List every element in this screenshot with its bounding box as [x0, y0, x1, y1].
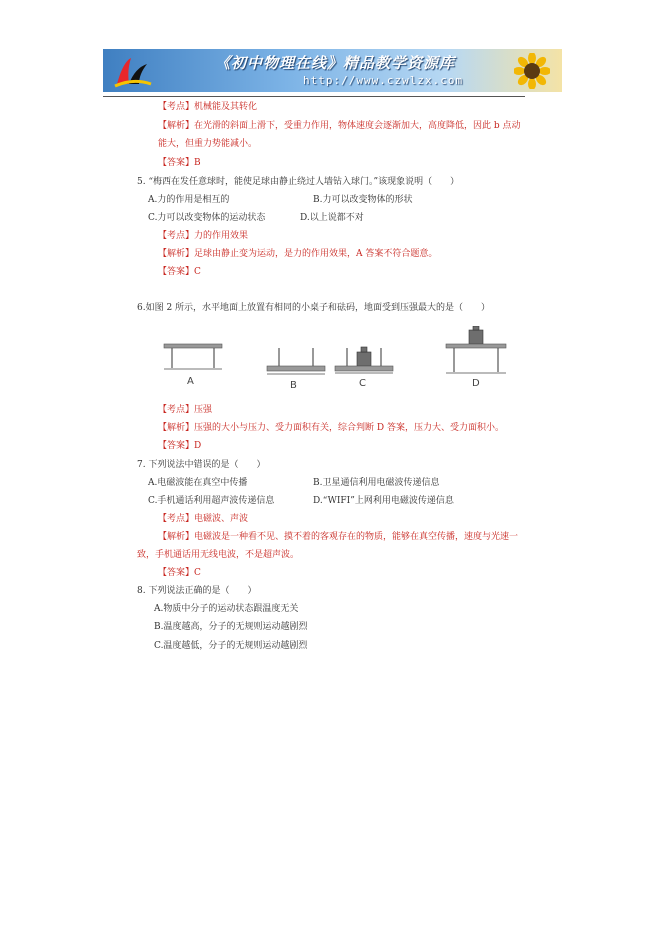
- banner-url: http://www.czwlzx.com: [303, 74, 464, 87]
- header-banner: [103, 49, 562, 92]
- figure-b-table-inverted: [265, 346, 327, 376]
- q6-answer: 【答案】D: [158, 441, 202, 451]
- figure-d-table-legs-weight: [444, 326, 508, 374]
- q5-answer: 【答案】C: [158, 267, 201, 277]
- q8-option-c: C.温度越低，分子的无规则运动越剧烈: [154, 641, 308, 651]
- q6-stem: 6.如图 2 所示，水平地面上放置有相同的小桌子和砝码，地面受到压强最大的是（ ）: [137, 303, 491, 313]
- figure-a-label: A: [187, 376, 194, 387]
- q7-jiexi-line1: 【解析】电磁波是一种看不见、摸不着的客观存在的物质，能够在真空传播，速度与光速一: [158, 532, 519, 542]
- q7-option-b: B.卫星通信利用电磁波传递信息: [313, 478, 440, 488]
- q7-jiexi-line2: 致，手机通话用无线电波，不是超声波。: [137, 550, 300, 560]
- q7-stem: 7. 下列说法中错误的是（ ）: [137, 460, 266, 470]
- q5-option-a: A.力的作用是相互的: [148, 195, 230, 205]
- figure-c-label: C: [359, 378, 366, 389]
- q4-kaodian: 【考点】机械能及其转化: [158, 102, 258, 112]
- q7-option-c: C.手机通话利用超声波传递信息: [148, 496, 275, 506]
- q5-kaodian: 【考点】力的作用效果: [158, 231, 249, 241]
- q7-option-a: A.电磁波能在真空中传播: [148, 478, 248, 488]
- q6-kaodian: 【考点】压强: [158, 405, 213, 415]
- q5-stem: 5. “梅西在发任意球时，能使足球由静止绕过人墙钻入球门。”该现象说明（ ）: [137, 177, 460, 187]
- q6-jiexi: 【解析】压强的大小与压力、受力面积有关，综合判断 D 答案，压力大、受力面积小。: [158, 423, 504, 433]
- q8-stem: 8. 下列说法正确的是（ ）: [137, 586, 257, 596]
- q5-option-b: B.力可以改变物体的形状: [313, 195, 413, 205]
- q8-option-a: A.物质中分子的运动状态跟温度无关: [154, 604, 299, 614]
- site-logo-icon: [113, 54, 153, 88]
- sunflower-icon: [514, 53, 550, 89]
- q7-kaodian: 【考点】电磁波、声波: [158, 514, 249, 524]
- q5-jiexi: 【解析】足球由静止变为运动，是力的作用效果，A 答案不符合题意。: [158, 249, 438, 259]
- q4-jiexi-line2: 能大，但重力势能减小。: [158, 139, 258, 149]
- header-rule: [103, 96, 525, 97]
- q8-option-b: B.温度越高，分子的无规则运动越剧烈: [154, 622, 308, 632]
- q4-jiexi-line1: 【解析】在光滑的斜面上滑下，受重力作用，物体速度会逐渐加大，高度降低，因此 b 点动: [158, 121, 521, 131]
- figure-a-table-legs: [162, 340, 224, 370]
- q5-option-c: C.力可以改变物体的运动状态: [148, 213, 266, 223]
- q7-answer: 【答案】C: [158, 568, 201, 578]
- banner-title: 《初中物理在线》精品教学资源库: [215, 54, 456, 72]
- q4-answer: 【答案】B: [158, 158, 201, 168]
- q5-option-d: D.以上说都不对: [300, 213, 364, 223]
- figure-b-label: B: [290, 380, 297, 391]
- q7-option-d: D.“WIFI”上网利用电磁波传递信息: [313, 496, 454, 506]
- figure-c-table-inverted-weight: [333, 340, 395, 374]
- figure-d-label: D: [472, 378, 480, 389]
